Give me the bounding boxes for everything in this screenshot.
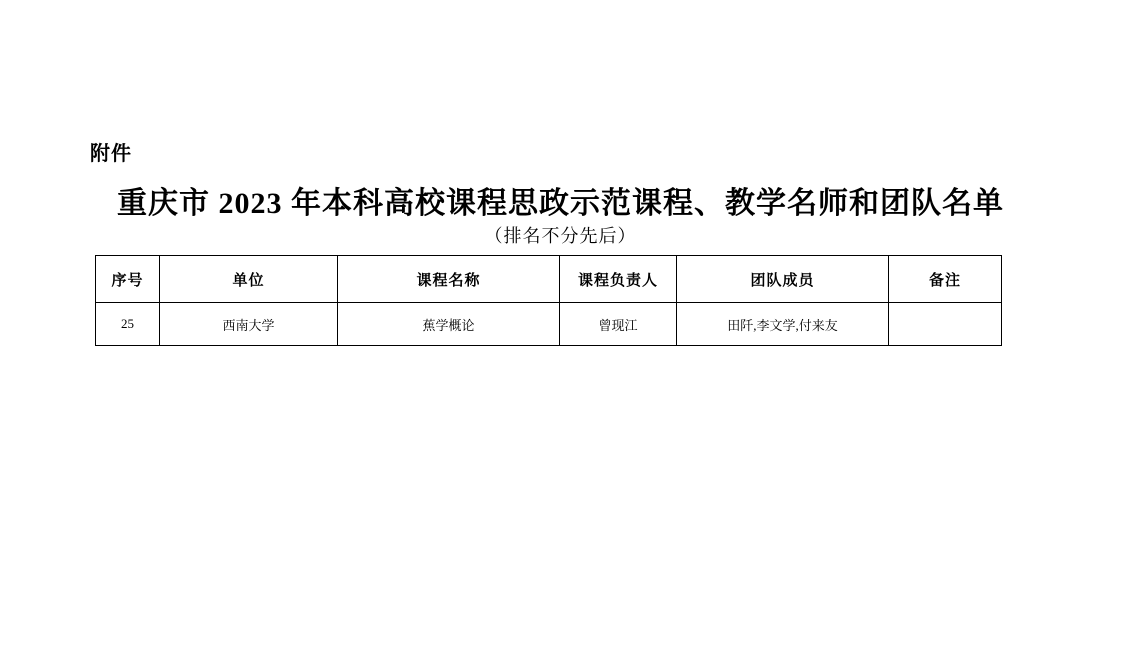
cell-members: 田阡,李文学,付来友	[677, 303, 889, 346]
column-header-unit: 单位	[160, 256, 338, 303]
column-header-course: 课程名称	[338, 256, 560, 303]
cell-leader: 曾现江	[560, 303, 677, 346]
cell-course: 蕉学概论	[338, 303, 560, 346]
column-header-leader: 课程负责人	[560, 256, 677, 303]
column-header-remark: 备注	[889, 256, 1002, 303]
cell-remark	[889, 303, 1002, 346]
cell-index: 25	[96, 303, 160, 346]
column-header-index: 序号	[96, 256, 160, 303]
column-header-members: 团队成员	[677, 256, 889, 303]
table-row	[96, 303, 1002, 346]
table-header-row	[96, 256, 1002, 303]
page-title: 重庆市 2023 年本科高校课程思政示范课程、教学名师和团队名单	[117, 187, 1004, 220]
page-subtitle: （排名不分先后）	[484, 226, 637, 246]
cell-unit: 西南大学	[160, 303, 338, 346]
table-body	[96, 303, 1002, 346]
table-header	[96, 256, 1002, 303]
attachment-label: 附件	[90, 143, 132, 165]
course-listing-table	[95, 255, 1002, 346]
